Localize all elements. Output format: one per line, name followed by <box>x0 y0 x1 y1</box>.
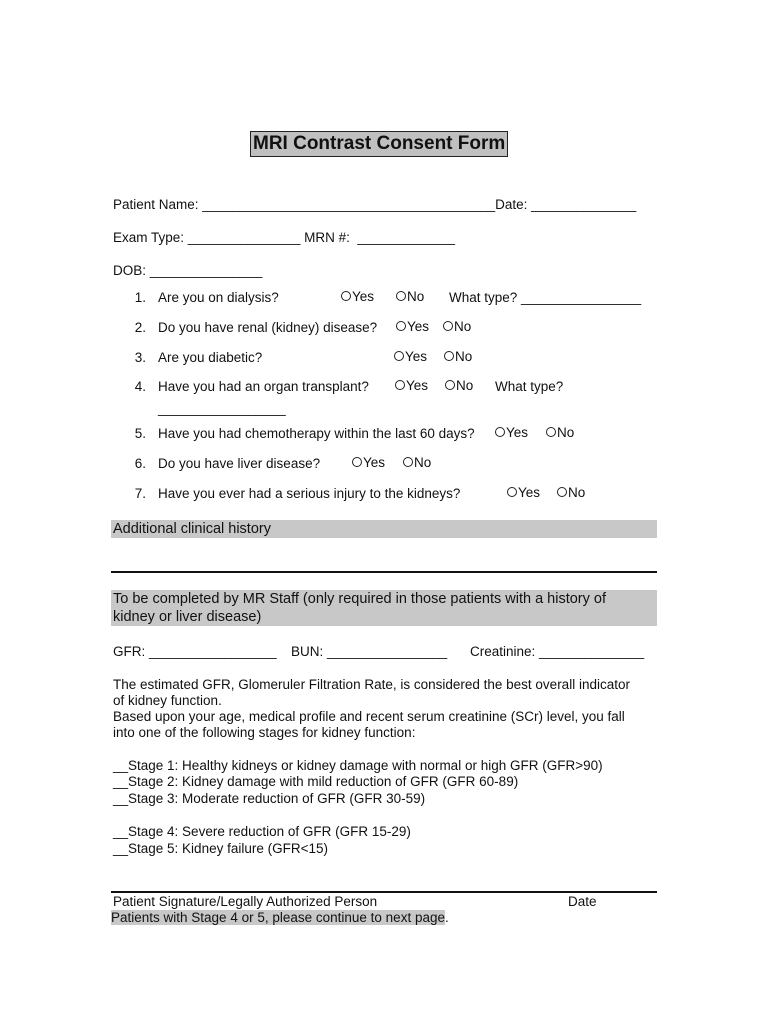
stage-4-option[interactable]: __Stage 4: Severe reduction of GFR (GFR 15-29) <box>113 824 411 839</box>
q2-yes-option[interactable]: Yes <box>396 319 429 335</box>
radio-circle-icon[interactable] <box>403 457 413 467</box>
radio-circle-icon[interactable] <box>444 351 454 361</box>
q1-no-option[interactable]: No <box>396 289 424 305</box>
q4-yes-option[interactable]: Yes <box>395 378 428 394</box>
gfr-paragraph-line: into one of the following stages for kidney function: <box>113 725 416 740</box>
gfr-paragraph-line: of kidney function. <box>113 693 222 708</box>
radio-circle-icon[interactable] <box>546 427 556 437</box>
question-text: Have you ever had a serious injury to the kidneys? <box>158 486 461 501</box>
q1-yes-option[interactable]: Yes <box>341 289 374 305</box>
bun-field[interactable]: BUN: ________________ <box>291 644 448 659</box>
q5-yes-option[interactable]: Yes <box>495 425 528 441</box>
q7-no-option[interactable]: No <box>557 485 585 501</box>
question-text: Do you have liver disease? <box>158 456 321 471</box>
stage-2-option[interactable]: __Stage 2: Kidney damage with mild reduction of GFR (GFR 60-89) <box>113 774 519 789</box>
radio-circle-icon[interactable] <box>445 380 455 390</box>
radio-circle-icon[interactable] <box>443 321 453 331</box>
gfr-paragraph-line: Based upon your age, medical profile and recent serum creatinine (SCr) level, you fall <box>113 709 625 724</box>
radio-circle-icon[interactable] <box>341 291 351 301</box>
q4-what-type-field[interactable]: _________________ <box>158 401 286 416</box>
radio-circle-icon[interactable] <box>396 321 406 331</box>
question-number: 1. <box>134 290 146 305</box>
gfr-field[interactable]: GFR: _________________ <box>113 644 277 659</box>
gfr-paragraph-line: The estimated GFR, Glomeruler Filtration Rate, is considered the best overall indicator <box>113 677 630 692</box>
q1-what-type-field[interactable]: What type? ________________ <box>449 290 642 305</box>
continue-note-period: . <box>444 910 449 925</box>
radio-circle-icon[interactable] <box>394 351 404 361</box>
question-number: 4. <box>134 379 146 394</box>
question-number: 3. <box>134 350 146 365</box>
q6-no-option[interactable]: No <box>403 455 431 471</box>
dob-field[interactable]: DOB: _______________ <box>113 263 263 278</box>
staff-section-heading <box>111 590 657 626</box>
history-input-line[interactable] <box>111 571 657 573</box>
q3-no-option[interactable]: No <box>444 349 472 365</box>
signature-label: Patient Signature/Legally Authorized Person <box>113 894 378 909</box>
patient-name-date-field[interactable]: Patient Name: _______________________________________Date: ______________ <box>113 197 637 212</box>
q7-yes-option[interactable]: Yes <box>507 485 540 501</box>
additional-history-heading: Additional clinical history <box>111 520 657 538</box>
q5-no-option[interactable]: No <box>546 425 574 441</box>
q2-no-option[interactable]: No <box>443 319 471 335</box>
staff-heading-line: kidney or liver disease) <box>113 609 262 625</box>
creatinine-field[interactable]: Creatinine: ______________ <box>470 644 645 659</box>
question-text: Do you have renal (kidney) disease? <box>158 320 378 335</box>
radio-circle-icon[interactable] <box>507 487 517 497</box>
question-text: Have you had chemotherapy within the last 60 days? <box>158 426 475 441</box>
q6-yes-option[interactable]: Yes <box>352 455 385 471</box>
question-text: Are you on dialysis? <box>158 290 279 305</box>
stage-5-option[interactable]: __Stage 5: Kidney failure (GFR<15) <box>113 841 328 856</box>
exam-type-mrn-field[interactable]: Exam Type: _______________ MRN #: _____________ <box>113 230 456 245</box>
radio-circle-icon[interactable] <box>396 291 406 301</box>
question-number: 6. <box>134 456 146 471</box>
question-number: 5. <box>134 426 146 441</box>
radio-circle-icon[interactable] <box>495 427 505 437</box>
q4-no-option[interactable]: No <box>445 378 473 394</box>
signature-line[interactable] <box>111 891 657 893</box>
stage-3-option[interactable]: __Stage 3: Moderate reduction of GFR (GFR 30-59) <box>113 791 426 806</box>
question-number: 7. <box>134 486 146 501</box>
continue-note-text: Patients with Stage 4 or 5, please continue to next page <box>111 910 445 925</box>
staff-heading-line: To be completed by MR Staff (only required in those patients with a history of <box>113 591 606 607</box>
radio-circle-icon[interactable] <box>557 487 567 497</box>
question-text: Are you diabetic? <box>158 350 263 365</box>
q3-yes-option[interactable]: Yes <box>394 349 427 365</box>
question-number: 2. <box>134 320 146 335</box>
form-title: MRI Contrast Consent Form <box>250 131 508 157</box>
stage-1-option[interactable]: __Stage 1: Healthy kidneys or kidney damage with normal or high GFR (GFR>90) <box>113 758 603 773</box>
continue-note <box>111 910 449 926</box>
radio-circle-icon[interactable] <box>352 457 362 467</box>
q4-what-type-label: What type? <box>495 379 564 394</box>
question-text: Have you had an organ transplant? <box>158 379 369 394</box>
radio-circle-icon[interactable] <box>395 380 405 390</box>
signature-date-label: Date <box>568 894 597 909</box>
